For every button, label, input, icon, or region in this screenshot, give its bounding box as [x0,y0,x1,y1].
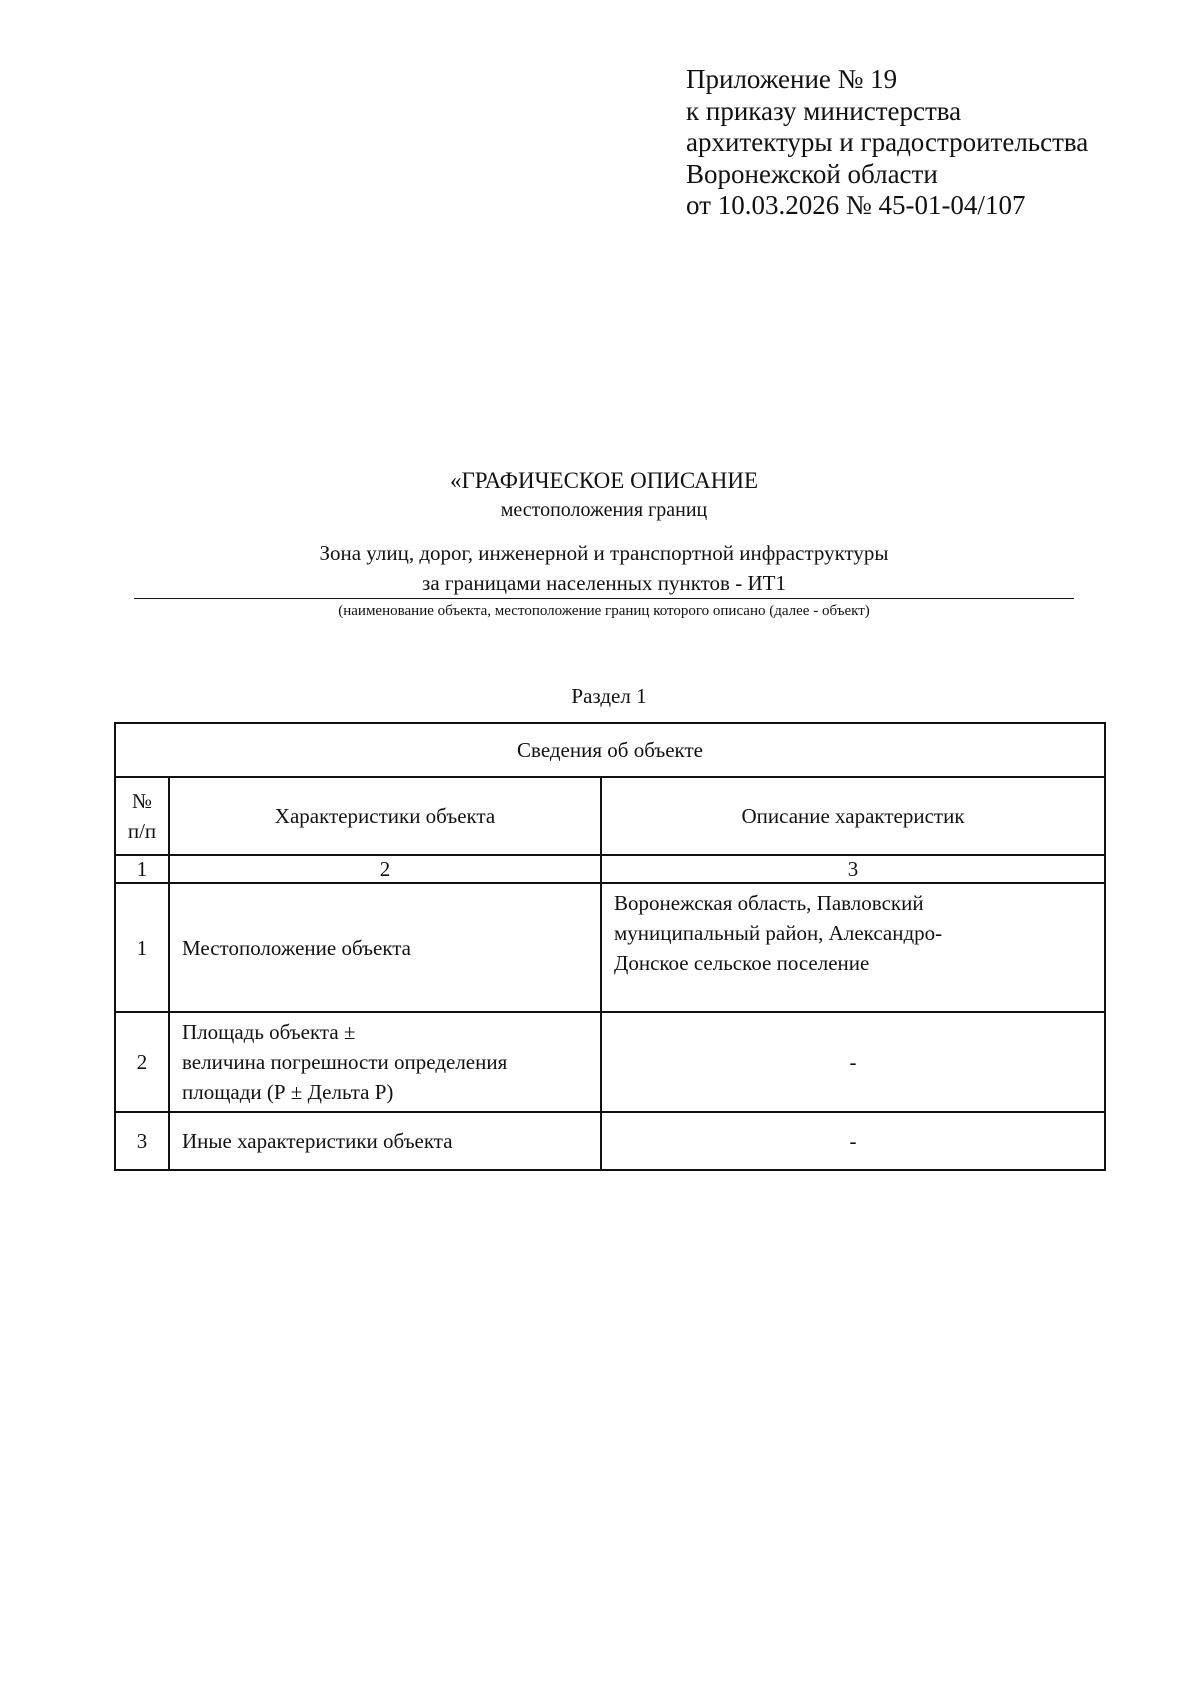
row-description [601,1112,1105,1170]
row-characteristic-line: Местоположение объекта [182,935,412,960]
row-characteristic [169,1112,601,1170]
object-info-table [114,722,1106,1171]
row-number: 2 [115,1012,169,1112]
document-subtitle: местоположения границ [500,499,708,521]
column-number: 1 [115,855,169,883]
column-number: 3 [601,855,1105,883]
object-name [134,538,1074,598]
object-caption: (наименование объекта, местоположение границ которого описано (далее - объект) [338,603,870,619]
row-description [601,1012,1105,1112]
appendix-line: к приказу министерства [686,95,962,126]
object-name-line: Зона улиц, дорог, инженерной и транспортной инфраструктуры [319,541,889,565]
appendix-block [686,64,1186,222]
row-number: 3 [115,1112,169,1170]
appendix-line: Воронежской области [686,158,938,189]
appendix-line: Приложение № 19 [686,64,898,94]
column-header-num-line: п/п [127,819,157,843]
row-characteristic [169,1012,601,1112]
object-name-underline [134,598,1074,599]
row-description [601,883,1105,1012]
row-characteristic [169,883,601,1012]
table-header: Сведения об объекте [115,723,1105,777]
row-description-line: Донское сельское поселение [614,951,870,975]
title-block [134,466,1074,622]
row-number: 1 [115,883,169,1012]
table-row [115,1012,1105,1112]
row-characteristic-line: Иные характеристики объекта [182,1129,453,1153]
row-description-line: - [849,1129,857,1153]
table-columns-row [115,777,1105,855]
column-number: 2 [169,855,601,883]
appendix-line: от 10.03.2026 № 45-01-04/107 [686,190,1026,220]
column-header-description: Описание характеристик [601,777,1105,855]
row-description-line: - [849,1050,857,1074]
table-column-numbers-row [115,855,1105,883]
table-header-row [115,723,1105,777]
table-row [115,1112,1105,1170]
object-name-line: за границами населенных пунктов - ИТ1 [422,571,786,595]
table-row [115,883,1105,1012]
row-description-line: муниципальный район, Александро- [614,921,943,945]
appendix-line: архитектуры и градостроительства [686,127,1089,157]
column-header-num [115,777,169,855]
row-characteristic-line: величина погрешности определения [182,1050,508,1074]
section-title: Раздел 1 [571,684,647,708]
column-header-num-line: № [131,789,153,813]
column-header-characteristic: Характеристики объекта [169,777,601,855]
row-characteristic-line: площади (Р ± Дельта Р) [182,1080,394,1104]
row-description-line: Воронежская область, Павловский [614,891,924,915]
row-characteristic-line: Площадь объекта ± [182,1020,356,1044]
document-title: «ГРАФИЧЕСКОЕ ОПИСАНИЕ [449,468,758,493]
